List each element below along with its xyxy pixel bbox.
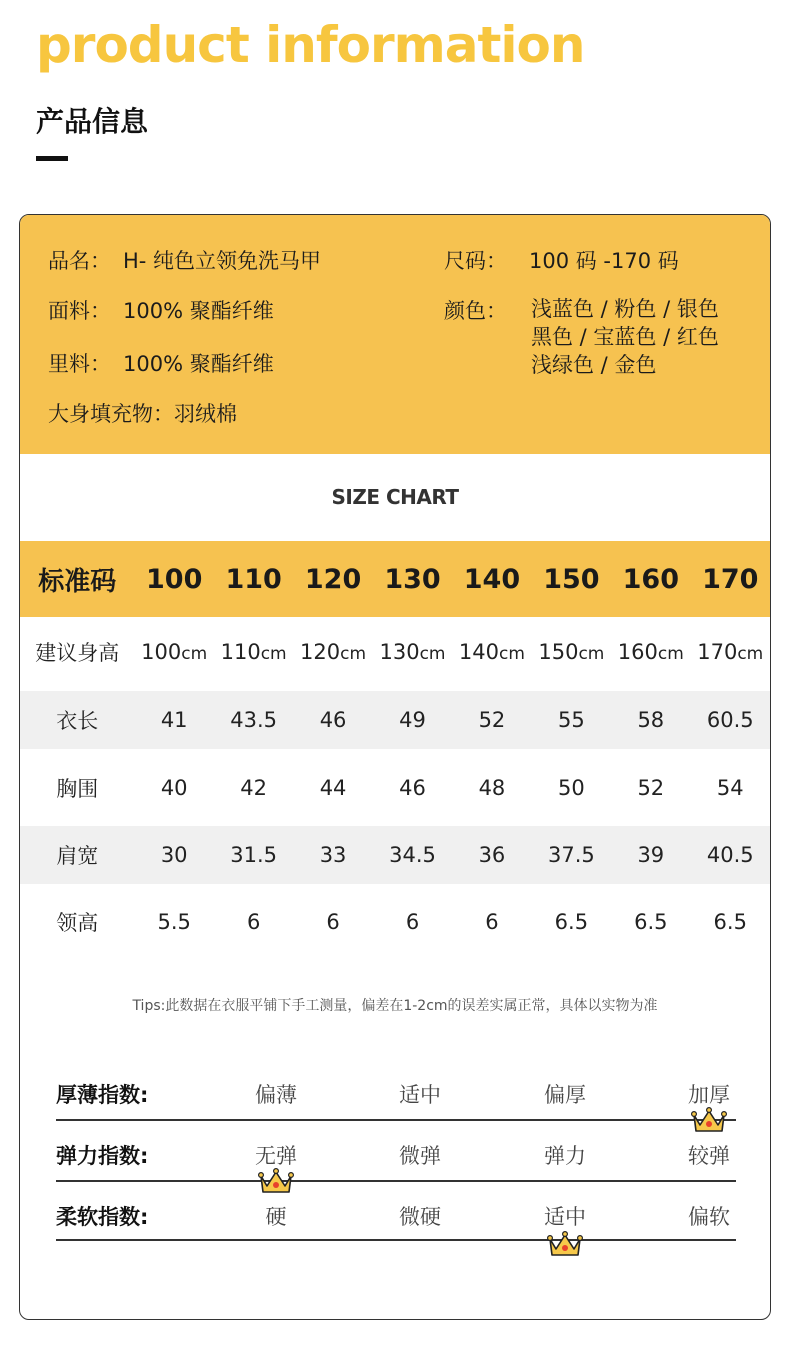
table-cell: 36 bbox=[478, 843, 506, 867]
table-cell: 60.5 bbox=[706, 708, 754, 732]
table-cell: 40.5 bbox=[706, 843, 754, 867]
info-lining-label: 里料： bbox=[48, 352, 111, 376]
index-option: 微硬 bbox=[399, 1205, 441, 1229]
index-option: 偏软 bbox=[688, 1205, 730, 1229]
row-label: 胸围 bbox=[56, 777, 99, 801]
index-option: 偏薄 bbox=[255, 1083, 297, 1107]
header-cell: 160 bbox=[622, 563, 679, 595]
table-row bbox=[20, 893, 770, 951]
info-fabric-value: 100% 聚酯纤维 bbox=[123, 299, 274, 323]
header-cell: 110 bbox=[225, 563, 282, 595]
crown-icon bbox=[546, 1229, 584, 1259]
index-option: 微弹 bbox=[399, 1144, 441, 1168]
table-cell: 31.5 bbox=[230, 843, 277, 867]
table-cell: 30 bbox=[160, 843, 188, 867]
info-color-values bbox=[531, 295, 719, 379]
info-filling-value: 羽绒棉 bbox=[174, 402, 237, 426]
crown-icon bbox=[690, 1105, 728, 1135]
color-line: 黑色 / 宝蓝色 / 红色 bbox=[531, 325, 719, 349]
info-lining bbox=[48, 348, 274, 378]
table-cell: 46 bbox=[399, 776, 426, 800]
table-cell: 160cm bbox=[617, 640, 684, 664]
crown-icon bbox=[257, 1166, 295, 1196]
table-cell: 46 bbox=[319, 708, 347, 732]
index-label: 厚薄指数: bbox=[56, 1083, 149, 1107]
header-cell: 170 bbox=[702, 563, 759, 595]
index-option: 硬 bbox=[265, 1205, 287, 1229]
info-color-label: 颜色： bbox=[444, 299, 507, 323]
info-filling-label: 大身填充物： bbox=[48, 402, 174, 426]
table-cell: 39 bbox=[637, 843, 665, 867]
table-row bbox=[20, 759, 770, 817]
table-cell: 6.5 bbox=[634, 910, 668, 934]
index-option: 弹力 bbox=[544, 1144, 586, 1168]
table-cell: 6 bbox=[246, 910, 261, 934]
header-cell: 130 bbox=[384, 563, 441, 595]
table-cell: 130cm bbox=[379, 640, 446, 664]
table-cell: 37.5 bbox=[547, 843, 595, 867]
table-cell: 6 bbox=[485, 910, 499, 934]
info-color bbox=[444, 295, 507, 325]
index-option: 适中 bbox=[399, 1083, 441, 1107]
table-cell: 5.5 bbox=[157, 910, 191, 934]
info-size-label: 尺码： bbox=[444, 249, 507, 273]
table-cell: 6.5 bbox=[713, 910, 747, 934]
info-name-value: H- 纯色立领免洗马甲 bbox=[123, 249, 322, 273]
softness-index bbox=[56, 1201, 736, 1261]
table-row bbox=[20, 826, 770, 884]
info-fabric-label: 面料： bbox=[48, 299, 111, 323]
header-cell: 150 bbox=[543, 563, 600, 595]
elasticity-index bbox=[56, 1140, 736, 1200]
table-cell: 110cm bbox=[220, 640, 287, 664]
info-name bbox=[48, 245, 321, 275]
height-row bbox=[20, 623, 770, 681]
row-label: 建议身高 bbox=[35, 641, 120, 665]
info-size-value: 100 码 -170 码 bbox=[529, 249, 679, 273]
page-subtitle: 产品信息 bbox=[36, 105, 149, 138]
table-cell: 52 bbox=[478, 708, 506, 732]
color-line: 浅绿色 / 金色 bbox=[531, 353, 657, 377]
table-cell: 54 bbox=[716, 776, 744, 800]
size-chart-title: SIZE CHART bbox=[331, 485, 459, 509]
header-cell: 100 bbox=[146, 563, 203, 595]
index-option: 偏厚 bbox=[544, 1083, 586, 1107]
index-option: 加厚 bbox=[688, 1083, 730, 1107]
table-cell: 170cm bbox=[697, 640, 764, 664]
table-row bbox=[20, 691, 770, 749]
info-size bbox=[444, 245, 679, 275]
row-label: 衣长 bbox=[56, 709, 99, 733]
info-lining-value: 100% 聚酯纤维 bbox=[123, 352, 274, 376]
product-card bbox=[19, 214, 771, 1320]
table-cell: 48 bbox=[478, 776, 506, 800]
index-line bbox=[56, 1239, 736, 1241]
info-fabric bbox=[48, 295, 274, 325]
header-cell: 标准码 bbox=[38, 566, 117, 597]
row-label: 肩宽 bbox=[56, 844, 99, 868]
table-cell: 140cm bbox=[458, 640, 525, 664]
table-cell: 120cm bbox=[300, 640, 367, 664]
table-cell: 52 bbox=[637, 776, 665, 800]
subtitle-underline bbox=[36, 156, 68, 161]
table-cell: 150cm bbox=[538, 640, 605, 664]
info-name-label: 品名： bbox=[48, 249, 111, 273]
info-filling bbox=[48, 398, 237, 428]
table-cell: 49 bbox=[399, 708, 426, 732]
table-cell: 33 bbox=[319, 843, 347, 867]
table-cell: 6 bbox=[405, 910, 420, 934]
table-cell: 6 bbox=[326, 910, 340, 934]
header-cell: 140 bbox=[463, 563, 521, 595]
size-header-row bbox=[20, 541, 770, 617]
table-cell: 50 bbox=[558, 776, 585, 800]
index-option: 较弹 bbox=[688, 1144, 730, 1168]
table-cell: 43.5 bbox=[230, 708, 277, 732]
index-line bbox=[56, 1180, 736, 1182]
table-cell: 6.5 bbox=[554, 910, 589, 934]
table-cell: 58 bbox=[637, 708, 665, 732]
table-cell: 34.5 bbox=[389, 843, 436, 867]
thickness-index bbox=[56, 1079, 736, 1139]
table-cell: 42 bbox=[240, 776, 267, 800]
measurement-tips: Tips:此数据在衣服平铺下手工测量，偏差在1-2cm的误差实属正常，具体以实物为准 bbox=[132, 998, 658, 1014]
index-label: 弹力指数: bbox=[56, 1144, 149, 1168]
table-cell: 100cm bbox=[141, 640, 208, 664]
table-cell: 55 bbox=[558, 708, 585, 732]
table-cell: 44 bbox=[319, 776, 347, 800]
product-title: product information bbox=[36, 16, 585, 74]
table-cell: 41 bbox=[160, 708, 188, 732]
index-option: 适中 bbox=[544, 1205, 586, 1229]
header-cell: 120 bbox=[304, 563, 362, 595]
color-line: 浅蓝色 / 粉色 / 银色 bbox=[531, 297, 719, 321]
row-label: 领高 bbox=[56, 911, 99, 935]
product-info-panel bbox=[20, 215, 770, 454]
index-option: 无弹 bbox=[255, 1144, 297, 1168]
table-cell: 40 bbox=[160, 776, 188, 800]
index-label: 柔软指数: bbox=[56, 1205, 149, 1229]
index-line bbox=[56, 1119, 736, 1121]
